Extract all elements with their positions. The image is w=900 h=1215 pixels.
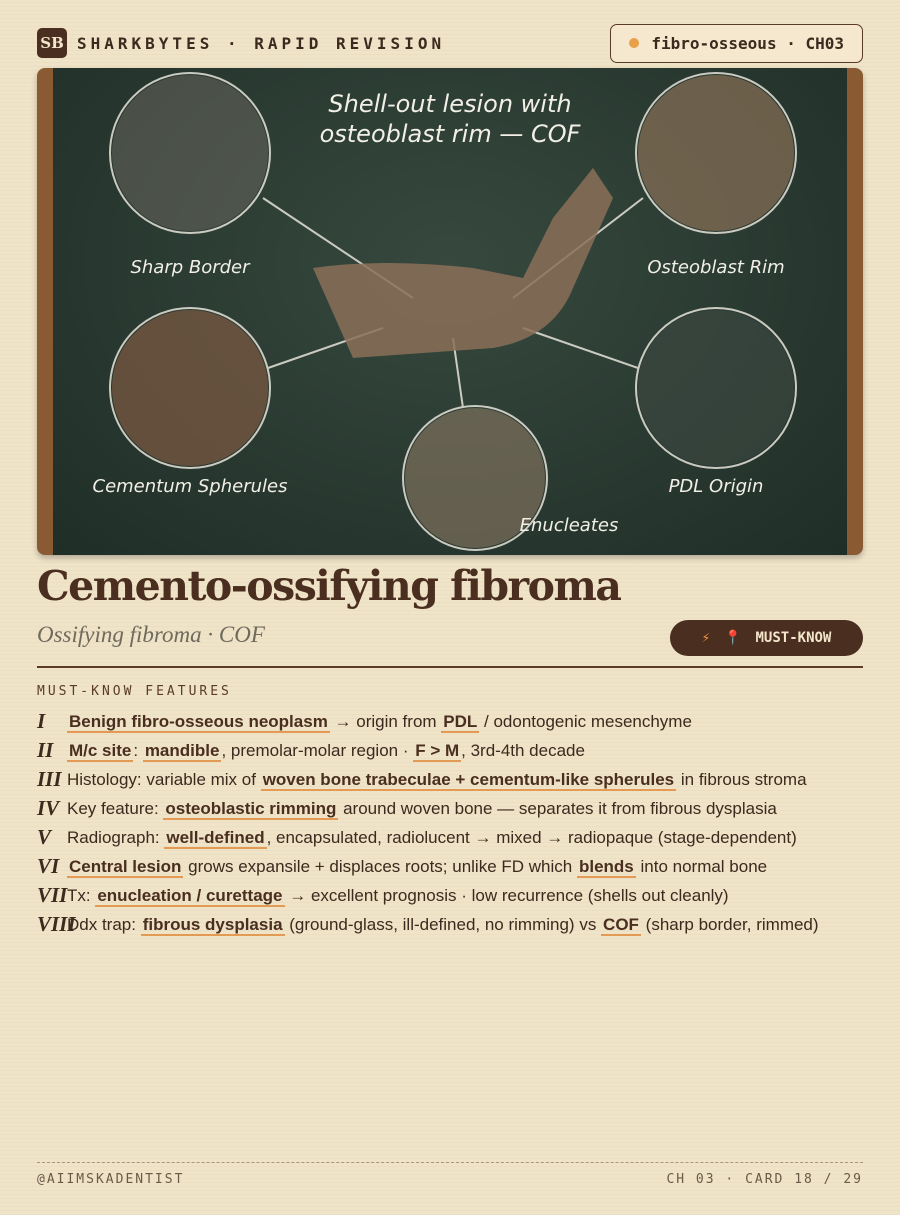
footer-handle: @AIIMSKADENTIST	[37, 1172, 185, 1187]
feature-number: II	[37, 738, 54, 762]
feature-item	[37, 914, 867, 935]
must-know-badge	[670, 620, 863, 656]
highlight-term: enucleation / curettage	[97, 886, 283, 905]
feature-text	[67, 769, 807, 790]
highlight-term: fibrous dysplasia	[142, 915, 283, 934]
feature-number: VI	[37, 854, 60, 878]
feature-number: V	[37, 825, 52, 849]
text-segment: (sharp border, rimmed)	[640, 915, 819, 934]
text-segment: :	[133, 741, 143, 760]
feature-item	[37, 885, 867, 906]
text-segment: (ground-glass, ill-defined, no rimming) vs	[284, 915, 602, 934]
text-segment: / odontogenic mesenchyme	[479, 712, 692, 731]
pin-icon: 📍	[724, 630, 742, 646]
text-segment: , premolar-molar region ·	[221, 741, 414, 760]
brand	[37, 28, 445, 58]
board-title-line2: osteoblast rim — COF	[319, 120, 581, 148]
feature-item	[37, 856, 867, 877]
chalkboard-illustration	[37, 68, 863, 555]
highlight-term: blends	[578, 857, 634, 876]
text-segment: , 3rd-4th decade	[461, 741, 585, 760]
feature-text	[67, 740, 585, 761]
feature-number: VII	[37, 883, 68, 907]
feature-item	[37, 769, 867, 790]
text-segment: Key feature:	[67, 799, 164, 818]
feature-item	[37, 711, 867, 732]
text-segment: grows expansile + displaces roots; unlike FD which	[183, 857, 577, 876]
feature-number: VIII	[37, 912, 76, 936]
footer-card-counter: CH 03 · CARD 18 / 29	[666, 1172, 863, 1187]
text-segment: Ddx trap:	[67, 915, 141, 934]
feature-number: IV	[37, 796, 60, 820]
text-segment: → origin from	[329, 712, 442, 731]
page-subtitle: Ossifying fibroma · COF	[37, 622, 265, 647]
section-heading: MUST-KNOW FEATURES	[37, 684, 232, 699]
dot-icon	[629, 38, 639, 48]
highlight-term: woven bone trabeculae + cementum-like spherules	[262, 770, 675, 789]
label-enucleates: Enucleates	[519, 515, 619, 536]
text-segment: into normal bone	[635, 857, 768, 876]
text-segment: Tx:	[67, 886, 96, 905]
text-segment: in fibrous stroma	[676, 770, 807, 789]
feature-number: III	[37, 767, 62, 791]
divider	[37, 666, 863, 668]
feature-number: I	[37, 709, 46, 733]
header	[37, 22, 863, 64]
feature-text	[67, 856, 767, 877]
highlight-term: mandible	[144, 741, 220, 760]
topic-chip-label: fibro-osseous · CH03	[651, 33, 844, 53]
feature-item	[37, 827, 867, 848]
text-segment: → excellent prognosis · low recurrence (shells out cleanly)	[284, 886, 729, 905]
highlight-term: PDL	[443, 712, 478, 731]
illustration-svg	[53, 68, 847, 555]
highlight-term: M/c site	[69, 741, 132, 760]
feature-list	[37, 711, 867, 943]
label-osteoblast-rim: Osteoblast Rim	[647, 257, 785, 278]
highlight-term: F > M	[415, 741, 460, 760]
highlight-term: well-defined	[166, 828, 265, 847]
brand-title: SHARKBYTES · RAPID REVISION	[77, 33, 446, 53]
footer-divider	[37, 1162, 863, 1163]
feature-text	[67, 827, 797, 848]
topic-chip	[610, 24, 863, 63]
feature-text	[67, 885, 729, 906]
highlight-term: Benign fibro-osseous neoplasm	[69, 712, 328, 731]
mandible-drawing	[313, 168, 613, 358]
text-segment: Radiograph:	[67, 828, 165, 847]
text-segment: around woven bone — separates it from fibrous dysplasia	[338, 799, 777, 818]
lightning-icon: ⚡	[701, 630, 711, 646]
feature-text	[67, 711, 692, 732]
text-segment: Histology: variable mix of	[67, 770, 261, 789]
label-cementum-spherules: Cementum Spherules	[92, 476, 288, 497]
highlight-term: Central lesion	[69, 857, 182, 876]
feature-text	[67, 798, 777, 819]
text-segment: , encapsulated, radiolucent → mixed → radiopaque (stage-dependent)	[266, 828, 797, 847]
feature-text	[67, 914, 819, 935]
label-pdl-origin: PDL Origin	[668, 476, 764, 497]
highlight-term: osteoblastic rimming	[165, 799, 337, 818]
feature-item	[37, 740, 867, 761]
label-sharp-border: Sharp Border	[130, 257, 250, 278]
badge-label: MUST-KNOW	[755, 630, 832, 646]
logo-icon: SB	[37, 28, 67, 58]
feature-item	[37, 798, 867, 819]
board-title-line1: Shell-out lesion with	[328, 90, 572, 118]
highlight-term: COF	[603, 915, 639, 934]
page-title: Cemento-ossifying fibroma	[37, 562, 621, 610]
